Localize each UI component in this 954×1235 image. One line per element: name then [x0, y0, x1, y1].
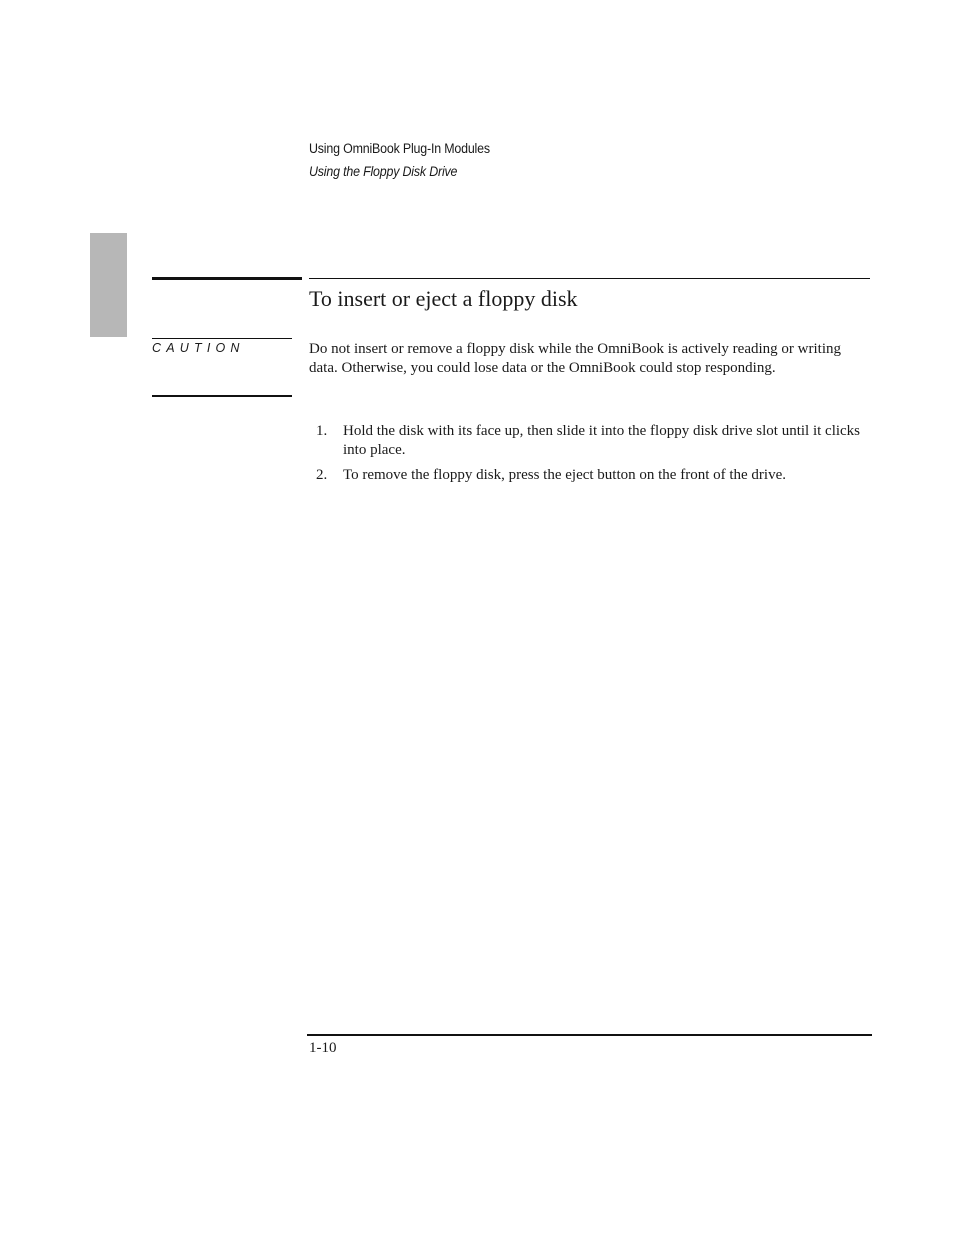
caution-text: Do not insert or remove a floppy disk while the OmniBook is actively reading or writing data. Otherwise, you could lose data or the OmniBook could stop responding. — [309, 341, 841, 376]
step-text: Hold the disk with its face up, then slide it into the floppy disk drive slot until it clicks into place. — [343, 423, 861, 458]
running-header-chapter: Using OmniBook Plug-In Modules — [309, 141, 490, 156]
footer-rule — [307, 1034, 872, 1036]
heading-rule — [309, 278, 870, 279]
step-number: 1. — [316, 423, 328, 439]
procedure-steps — [309, 422, 869, 491]
caution-bottom-rule — [152, 395, 292, 397]
running-header-section: Using the Floppy Disk Drive — [309, 164, 458, 179]
list-item — [309, 466, 869, 485]
section-heading: To insert or eject a floppy disk — [309, 286, 578, 311]
caution-top-rule — [152, 338, 292, 339]
caution-label: CAUTION — [152, 341, 245, 355]
page-number: 1-10 — [309, 1040, 337, 1056]
list-item — [309, 422, 869, 460]
margin-heavy-rule — [152, 277, 302, 280]
step-text: To remove the floppy disk, press the eject button on the front of the drive. — [343, 467, 787, 483]
chapter-thumb-tab — [90, 233, 127, 337]
step-number: 2. — [316, 467, 328, 483]
